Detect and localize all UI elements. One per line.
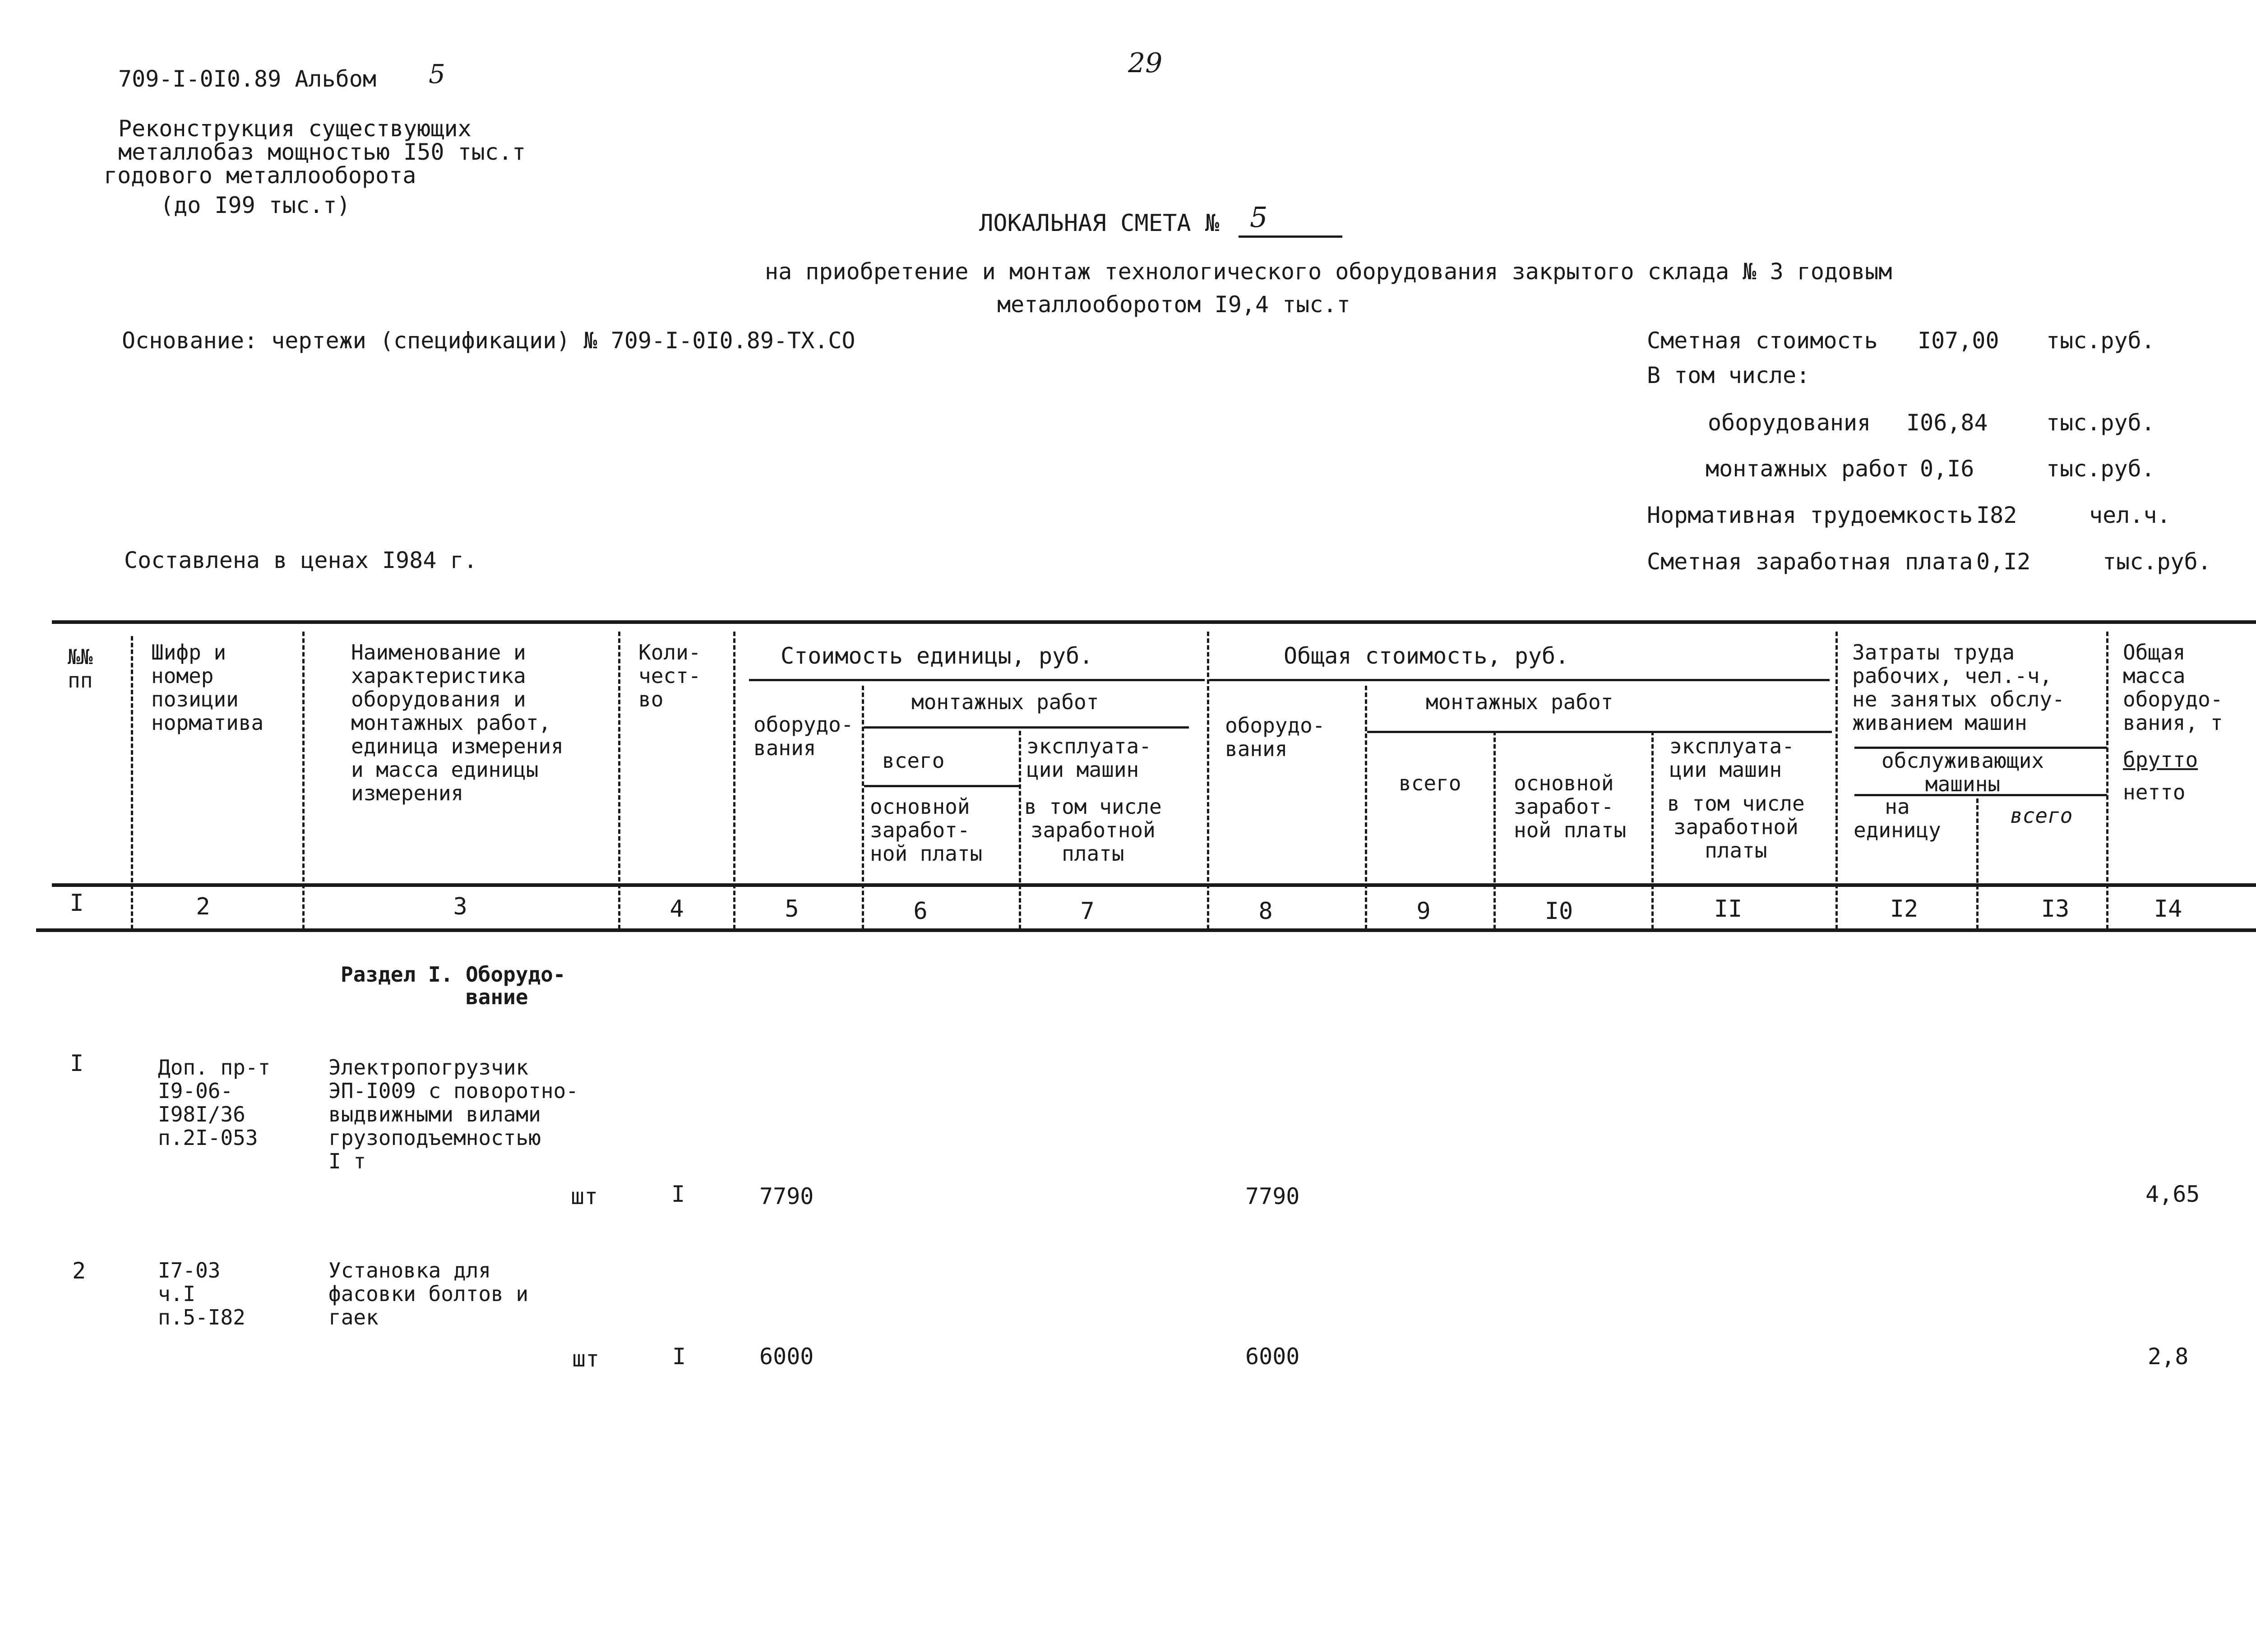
unit-total-rule	[864, 785, 1020, 787]
total-cost-label: Сметная стоимость	[1647, 328, 1878, 354]
header-unit-mach: эксплуата- ции машин	[1026, 734, 1151, 782]
col-sep-6	[1019, 731, 1021, 929]
row-1-mass: 4,65	[2145, 1181, 2200, 1207]
row-1-unit: шт	[571, 1183, 598, 1209]
estimate-number: 5	[1250, 201, 1268, 234]
row-1-qty: I	[671, 1181, 685, 1207]
header-unit-wage: основной заработ- ной платы	[870, 794, 983, 866]
row-1-name: Электропогрузчик ЭП-I009 с поворотно- выдвижными вилами грузоподъемностью I т	[328, 1055, 578, 1173]
header-labor: Затраты труда рабочих, чел.-ч, не занятых обслу- живанием машин	[1852, 640, 2065, 735]
header-mass-net: нетто	[2123, 780, 2186, 804]
col-number: I0	[1544, 898, 1573, 925]
estimate-subject-1: на приобретение и монтаж технологического оборудования закрытого склада № 3 годовым	[765, 258, 1892, 285]
col-number: I2	[1890, 895, 1919, 923]
header-qty: Коли- чест- во	[638, 640, 701, 711]
total-cost-rule	[1209, 679, 1830, 681]
album-number: 5	[429, 59, 445, 89]
album-code: 709-I-0I0.89 Альбом	[118, 66, 376, 92]
including-label: В том числе:	[1647, 362, 1810, 388]
col-number: 4	[670, 895, 684, 923]
header-code: Шифр и номер позиции норматива	[151, 640, 264, 735]
install-label: монтажных работ	[1706, 456, 1909, 482]
header-total-mach: эксплуата- ции машин	[1669, 734, 1794, 782]
wage-value: 0,I2	[1976, 549, 2031, 575]
row-1-total-equip: 7790	[1245, 1183, 1300, 1209]
header-unit-cost: Стоимость единицы, руб.	[781, 643, 1093, 669]
row-2-mass: 2,8	[2148, 1343, 2189, 1370]
basis-line: Основание: чертежи (спецификации) № 709-I-0I0.89-TX.CO	[122, 328, 855, 354]
header-mass-gross: брутто	[2123, 748, 2198, 772]
header-mass: Общая масса оборудо- вания, т	[2123, 640, 2223, 735]
col-number: II	[1714, 895, 1743, 923]
header-total-equip: оборудо- вания	[1225, 713, 1325, 761]
col-sep-3	[618, 632, 620, 929]
col-number: 2	[196, 893, 210, 920]
equipment-label: оборудования	[1708, 410, 1871, 436]
project-line-4: (до I99 тыс.т)	[160, 192, 351, 218]
project-line-1: Реконструкция существующих	[118, 115, 472, 142]
header-no: №№ пп	[68, 645, 93, 692]
col-number: 7	[1080, 898, 1095, 925]
header-total-install: монтажных работ	[1426, 690, 1613, 714]
header-labor-total: всего	[2010, 803, 2073, 828]
col-sep-7	[1207, 632, 1209, 929]
col-number: 5	[785, 895, 799, 923]
col-sep-5	[862, 686, 864, 929]
table-header-bottom-rule	[52, 883, 2256, 887]
equipment-value: I06,84	[1906, 410, 1988, 436]
col-number: 6	[913, 898, 928, 925]
col-sep-9	[1493, 731, 1496, 929]
col-sep-8	[1365, 686, 1367, 929]
col-number: 3	[453, 893, 467, 920]
install-value: 0,I6	[1920, 456, 1974, 482]
row-2-code: I7-03 ч.I п.5-I82	[158, 1258, 245, 1329]
row-2-no: 2	[72, 1258, 86, 1284]
project-line-2: металлобаз мощностью I50 тыс.т	[118, 139, 526, 165]
col-number: I3	[2041, 895, 2070, 923]
wage-label: Сметная заработная плата	[1647, 549, 1973, 575]
prices-line: Составлена в ценах I984 г.	[124, 547, 477, 573]
row-1-unit-equip: 7790	[759, 1183, 814, 1209]
wage-unit: тыс.руб.	[2103, 549, 2211, 575]
page-number: 29	[1128, 47, 1163, 79]
estimate-number-underline	[1239, 235, 1342, 238]
total-cost-value: I07,00	[1918, 328, 1999, 354]
header-unit-mach-wage: в том числе заработной платы	[1024, 794, 1162, 866]
header-labor-serving: обслуживающих машины	[1882, 748, 2044, 796]
labor-label: Нормативная трудоемкость	[1647, 502, 1973, 528]
total-cost-unit: тыс.руб.	[2046, 328, 2155, 354]
install-unit: тыс.руб.	[2046, 456, 2155, 482]
header-name: Наименование и характеристика оборудования и монтажных работ, единица измерения и масса единицы измерения	[351, 640, 564, 805]
col-number: 9	[1416, 898, 1431, 925]
labor-value: I82	[1976, 502, 2017, 528]
row-1-code: Доп. пр-т I9-06- I98I/36 п.2I-053	[158, 1055, 271, 1150]
row-1-no: I	[70, 1050, 84, 1076]
col-number: I	[69, 890, 84, 917]
col-number: 8	[1258, 898, 1273, 925]
header-total-mach-wage: в том числе заработной платы	[1667, 791, 1805, 863]
unit-cost-rule	[749, 679, 1205, 681]
row-2-unit-equip: 6000	[759, 1343, 814, 1370]
table-colnum-bottom-rule	[36, 928, 2256, 932]
col-sep-12	[1976, 798, 1979, 929]
col-sep-1	[131, 636, 133, 929]
unit-install-rule	[864, 726, 1189, 729]
total-install-rule	[1367, 731, 1832, 733]
labor-unit: чел.ч.	[2089, 502, 2171, 528]
project-line-3: годового металлооборота	[104, 162, 416, 189]
col-sep-2	[302, 632, 305, 929]
header-unit-equip: оборудо- вания	[754, 712, 854, 760]
row-2-qty: I	[672, 1343, 686, 1370]
equipment-unit: тыс.руб.	[2046, 410, 2155, 436]
section-title: Раздел I. Оборудо- вание	[341, 962, 566, 1009]
row-2-name: Установка для фасовки болтов и гаек	[328, 1258, 529, 1329]
table-top-rule	[52, 620, 2256, 624]
col-number: I4	[2154, 895, 2182, 923]
col-sep-13	[2106, 632, 2108, 929]
col-sep-4	[733, 632, 735, 929]
header-labor-per-unit: на единицу	[1854, 794, 1941, 842]
header-unit-install: монтажных работ	[911, 690, 1099, 714]
header-unit-total: всего	[882, 748, 945, 773]
header-total-cost: Общая стоимость, руб.	[1284, 643, 1569, 669]
col-sep-11	[1835, 632, 1838, 929]
header-total-wage: основной заработ- ной платы	[1514, 771, 1627, 842]
row-2-unit: шт	[572, 1346, 600, 1372]
estimate-title: ЛОКАЛЬНАЯ СМЕТА №	[979, 210, 1220, 237]
estimate-subject-2: металлооборотом I9,4 тыс.т	[997, 291, 1350, 318]
header-total-total: всего	[1399, 771, 1461, 795]
col-sep-10	[1651, 731, 1654, 929]
row-2-total-equip: 6000	[1245, 1343, 1300, 1370]
